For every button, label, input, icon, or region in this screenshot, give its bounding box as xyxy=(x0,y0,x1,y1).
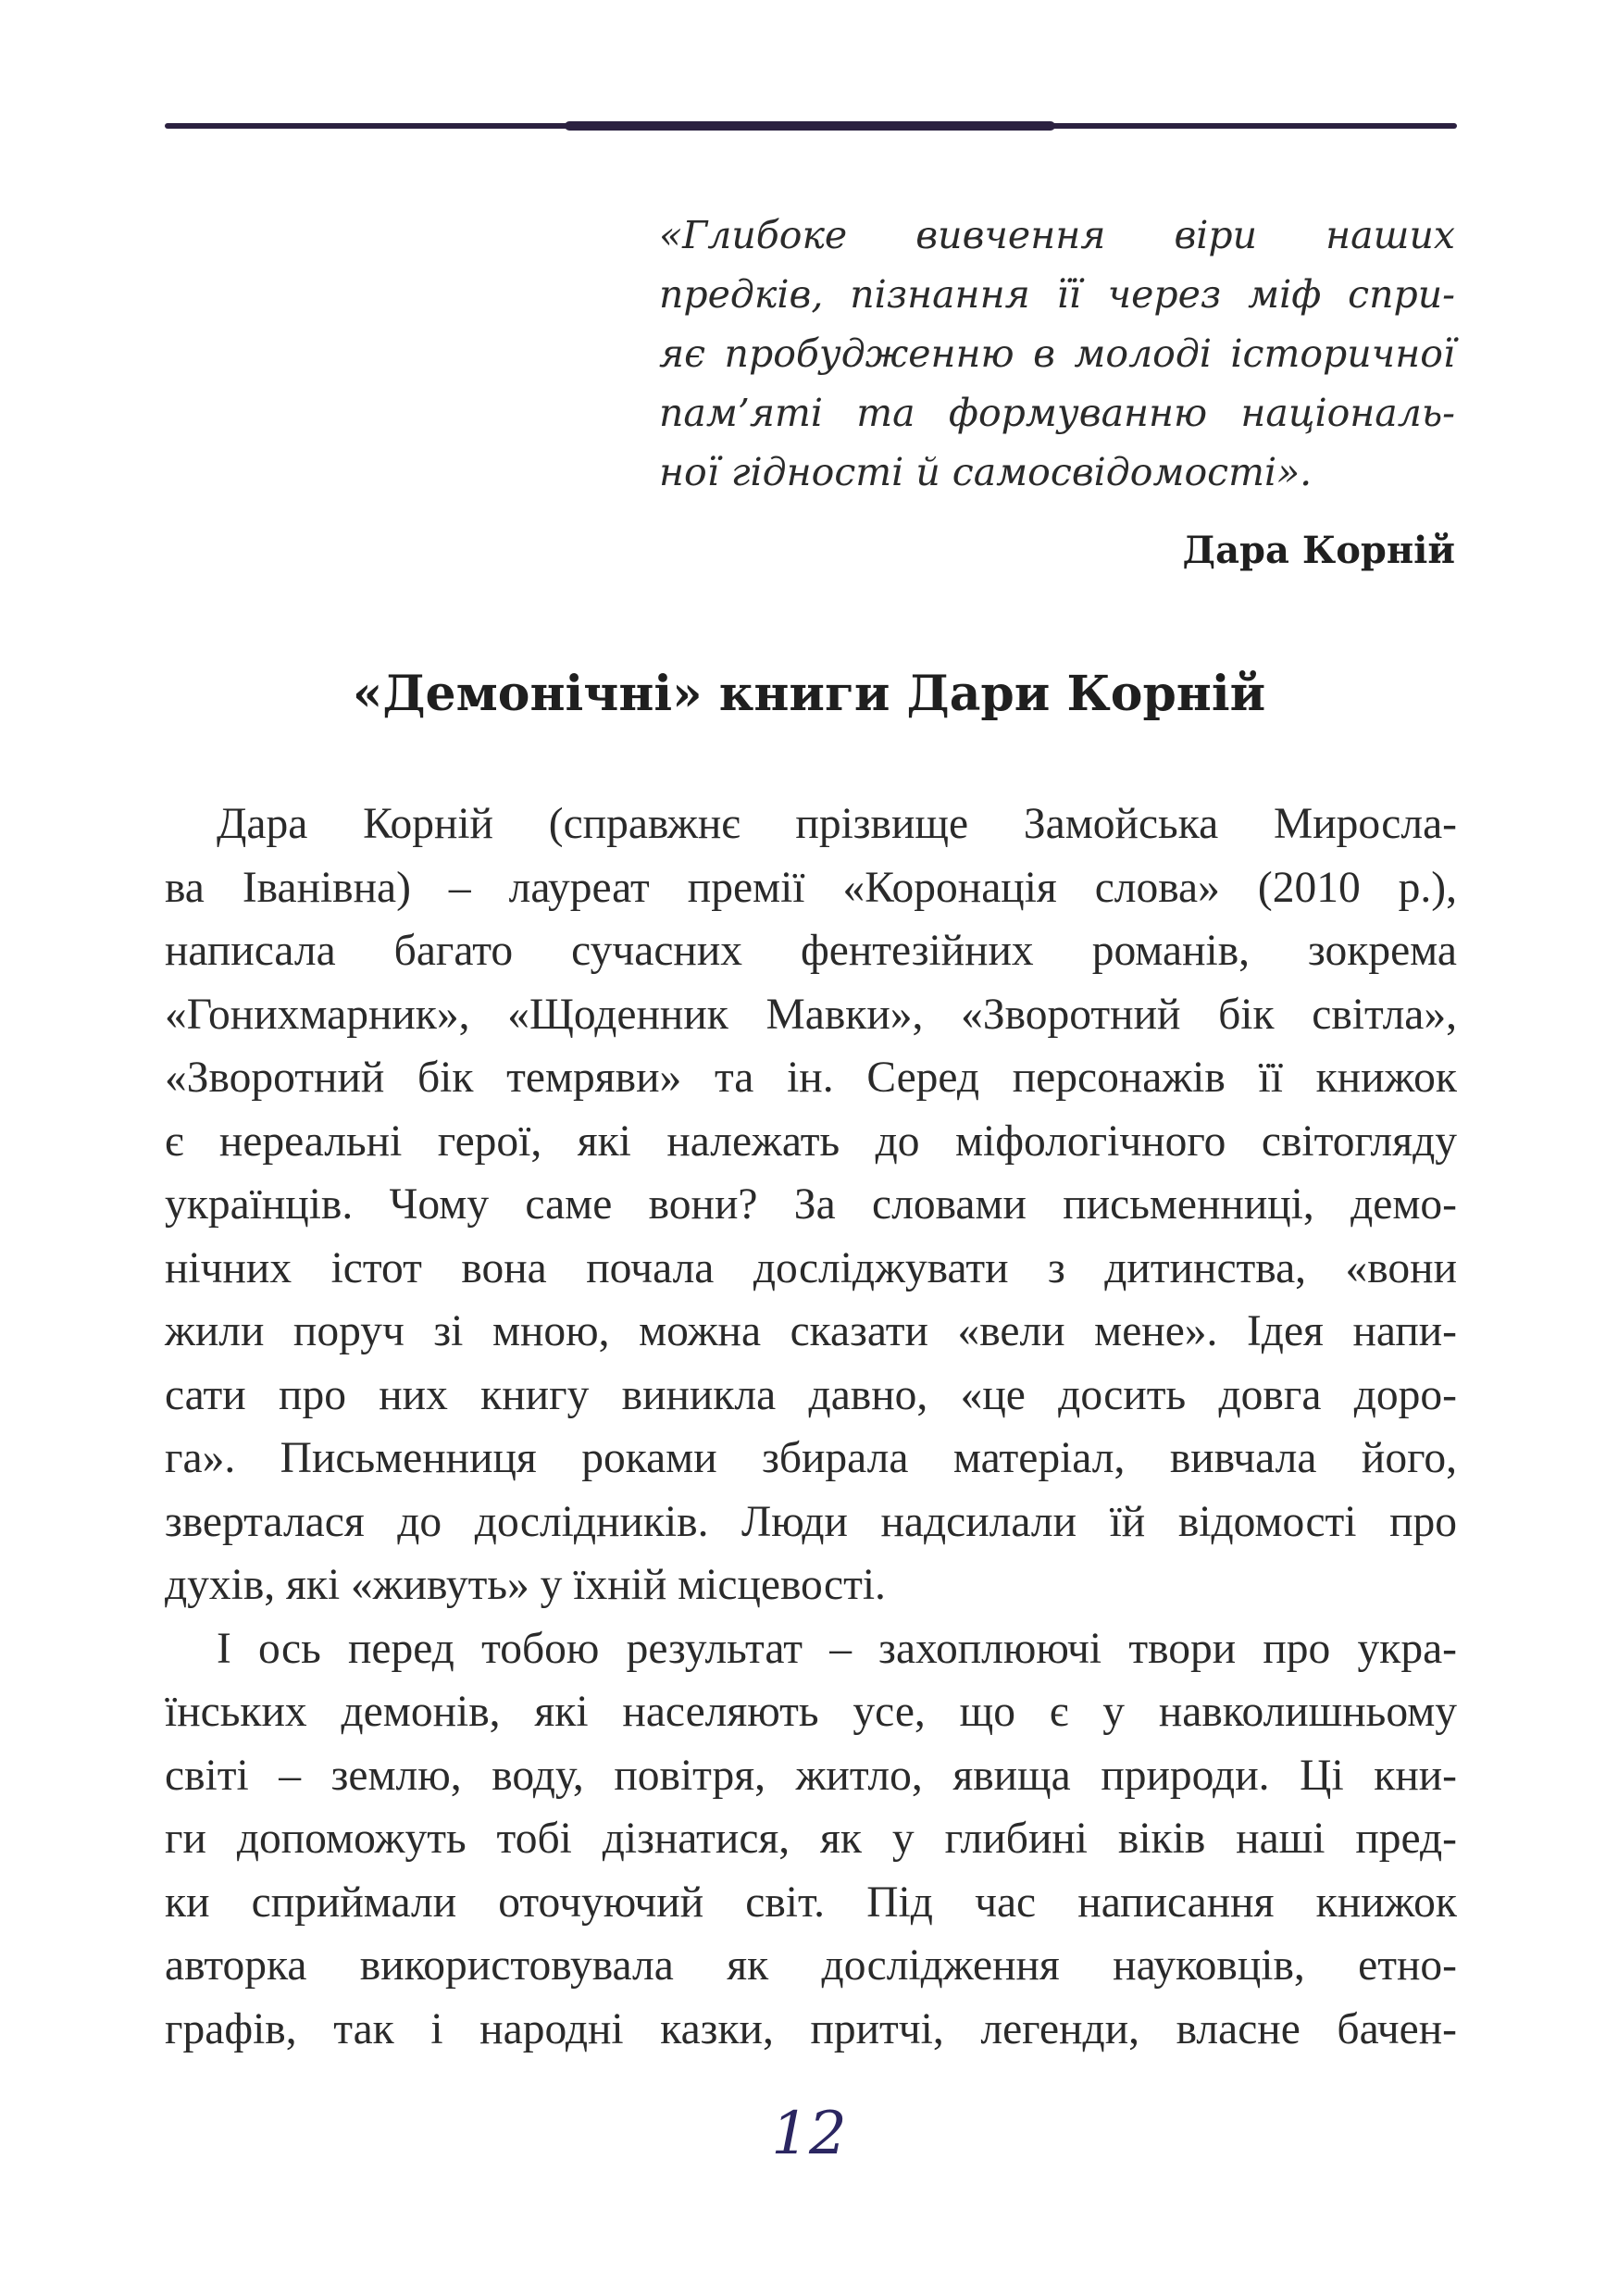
page-number: 12 xyxy=(771,2100,847,2168)
paragraph-1-line: жили поруч зі мною, можна сказати «вели мене». Ідея напи- xyxy=(165,1307,1457,1355)
epigraph-author: Дара Корній xyxy=(1182,529,1455,572)
paragraph-2-line: І ось перед тобою результат – захоплюючі твори про укра- xyxy=(217,1624,1457,1673)
paragraph-2-line: ки сприймали оточуючий світ. Під час написання книжок xyxy=(165,1878,1457,1927)
paragraph-1-line: нічних істот вона почала досліджувати з дитинства, «вони xyxy=(165,1243,1457,1292)
paragraph-1-line: Дара Корній (справжнє прізвище Замойська Миросла- xyxy=(217,800,1457,848)
paragraph-1-line: зверталася до дослідників. Люди надсилали їй відомості про xyxy=(165,1497,1457,1546)
paragraph-1-line: «Зворотний бік темряви» та ін. Серед персонажів її книжок xyxy=(165,1054,1457,1102)
paragraph-2-line: графів, так і народні казки, притчі, легенди, власне бачен- xyxy=(165,2004,1457,2053)
paragraph-1-line: ва Іванівна) – лауреат премії «Коронація слова» (2010 р.), xyxy=(165,863,1457,912)
header-rule-center xyxy=(565,121,1055,131)
paragraph-1-line: написала багато сучасних фентезійних романів, зокрема xyxy=(165,927,1457,975)
epigraph-quote xyxy=(659,206,1455,502)
epigraph-line: пам’яті та формуванню національ- xyxy=(659,391,1455,435)
paragraph-2-line: їнських демонів, які населяють усе, що є у навколишньому xyxy=(165,1688,1457,1736)
paragraph-1-line: українців. Чому саме вони? За словами письменниці, демо- xyxy=(165,1180,1457,1229)
paragraph-2-line: ги допоможуть тобі дізнатися, як у глибині віків наші пред- xyxy=(165,1815,1457,1863)
body-text xyxy=(165,792,1457,2061)
epigraph-line: яє пробудженню в молоді історичної xyxy=(659,331,1455,376)
paragraph-2-line: світі – землю, воду, повітря, житло, явища природи. Ці кни- xyxy=(165,1751,1457,1800)
paragraph-1-line: сати про них книгу виникла давно, «це досить довга доро- xyxy=(165,1370,1457,1419)
paragraph-2-line: авторка використовувала як дослідження науковців, етно- xyxy=(165,1941,1457,1990)
paragraph-1-line: духів, які «живуть» у їхній місцевості. xyxy=(165,1561,886,1609)
paragraph-1-line: є нереальні герої, які належать до міфологічного світогляду xyxy=(165,1117,1457,1166)
paragraph-1-line: га». Письменниця роками збирала матеріал, вивчала його, xyxy=(165,1434,1457,1482)
epigraph-line: ної гідності й самосвідомості». xyxy=(659,450,1313,494)
paragraph-1-line: «Гонихмарник», «Щоденник Мавки», «Зворотний бік світла», xyxy=(165,990,1457,1039)
epigraph-line: предків, пізнання її через міф спри- xyxy=(659,272,1455,317)
epigraph-line: «Глибоке вивчення віри наших xyxy=(659,213,1455,257)
section-title: «Демонічні» книги Дари Корній xyxy=(352,666,1266,722)
